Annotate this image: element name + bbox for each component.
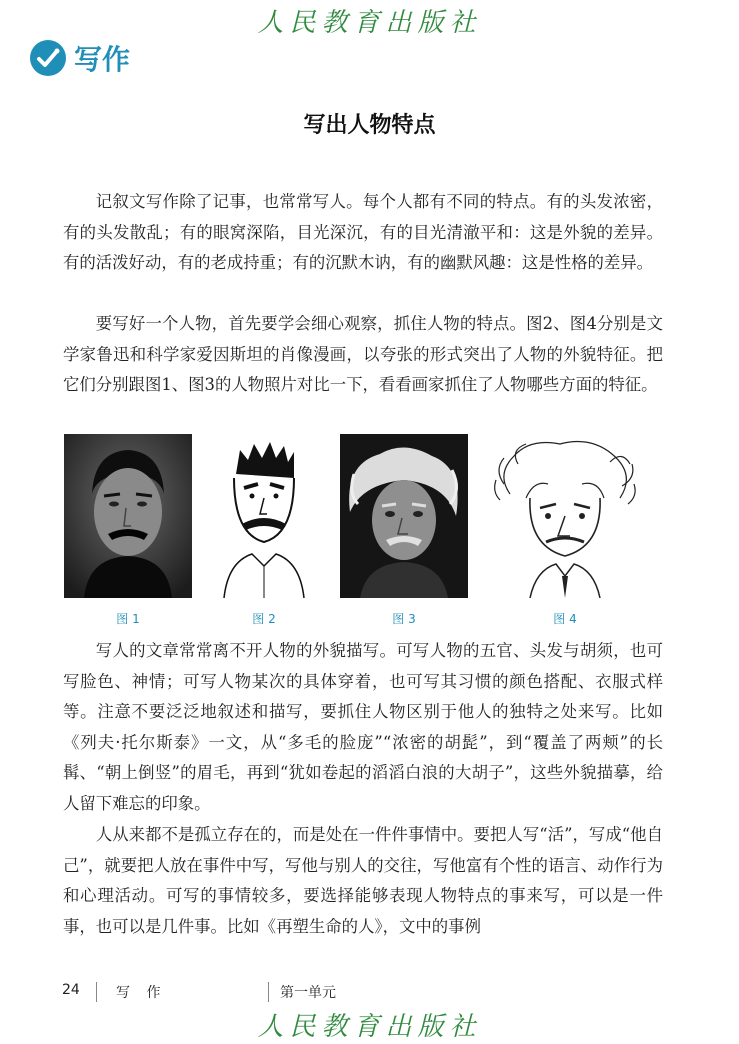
paragraph: 要写好一个人物，首先要学会细心观察，抓住人物的特点。图2、图4分别是文学家鲁迅和科学家爱因斯坦的肖像漫画，以夸张的形式突出了人物的外貌特征。把它们分别跟图1、图3的人物照片对比一下，看看画家抓住了人物哪些方面的特征。 bbox=[63, 314, 663, 395]
page-title: 写出人物特点 bbox=[303, 113, 436, 138]
paragraph: 人从来都不是孤立存在的，而是处在一件件事情中。要把人写“活”，写成“他自己”，就要把人放在事件中写，写他与别人的交往，写他富有个性的语言、动作行为和心理活动。可写的事情较多，要选择能够表现人物特点的事来写，可以是一件事，也可以是几件事。比如《再塑生命的人》，文中的事例 bbox=[63, 825, 663, 936]
footer-divider bbox=[96, 982, 97, 1002]
caricature-luxun-icon bbox=[214, 434, 314, 602]
figure-caption: 图 1 bbox=[116, 612, 140, 626]
caricature-einstein-icon bbox=[490, 434, 640, 602]
publisher-footer: 人民教育出版社 bbox=[257, 1012, 482, 1042]
photo-einstein-icon bbox=[340, 434, 468, 602]
footer-unit: 第一单元 bbox=[280, 985, 336, 1001]
footer-section: 写 作 bbox=[116, 985, 167, 1001]
pen-check-icon bbox=[30, 40, 66, 76]
photo-luxun-icon bbox=[64, 434, 192, 602]
section-label: 写作 bbox=[74, 43, 131, 76]
publisher-header: 人民教育出版社 bbox=[257, 8, 482, 38]
footer-divider bbox=[268, 982, 269, 1002]
page-number: 24 bbox=[62, 982, 80, 998]
paragraph: 记叙文写作除了记事，也常常写人。每个人都有不同的特点。有的头发浓密，有的头发散乱；有的眼窝深陷，目光深沉，有的目光清澈平和：这是外貌的差异。有的活泼好动，有的老成持重；有的沉默木讷，有的幽默风趣：这是性格的差异。 bbox=[63, 192, 663, 273]
section-tag bbox=[30, 38, 130, 78]
figure-caption: 图 2 bbox=[252, 612, 276, 626]
figure-caption: 图 3 bbox=[392, 612, 416, 626]
paragraph: 写人的文章常常离不开人物的外貌描写。可写人物的五官、头发与胡须，也可写脸色、神情；可写人物某次的具体穿着，也可写其习惯的颜色搭配、衣服式样等。注意不要泛泛地叙述和描写，要抓住人物区别于他人的独特之处来写。比如《列夫·托尔斯泰》一文，从“多毛的脸庞”“浓密的胡髭”，到“覆盖了两颊”的长髯、“朝上倒竖”的眉毛，再到“犹如卷起的滔滔白浪的大胡子”，这些外貌描摹，给人留下难忘的印象。 bbox=[63, 641, 663, 813]
figure-caption: 图 4 bbox=[553, 612, 577, 626]
